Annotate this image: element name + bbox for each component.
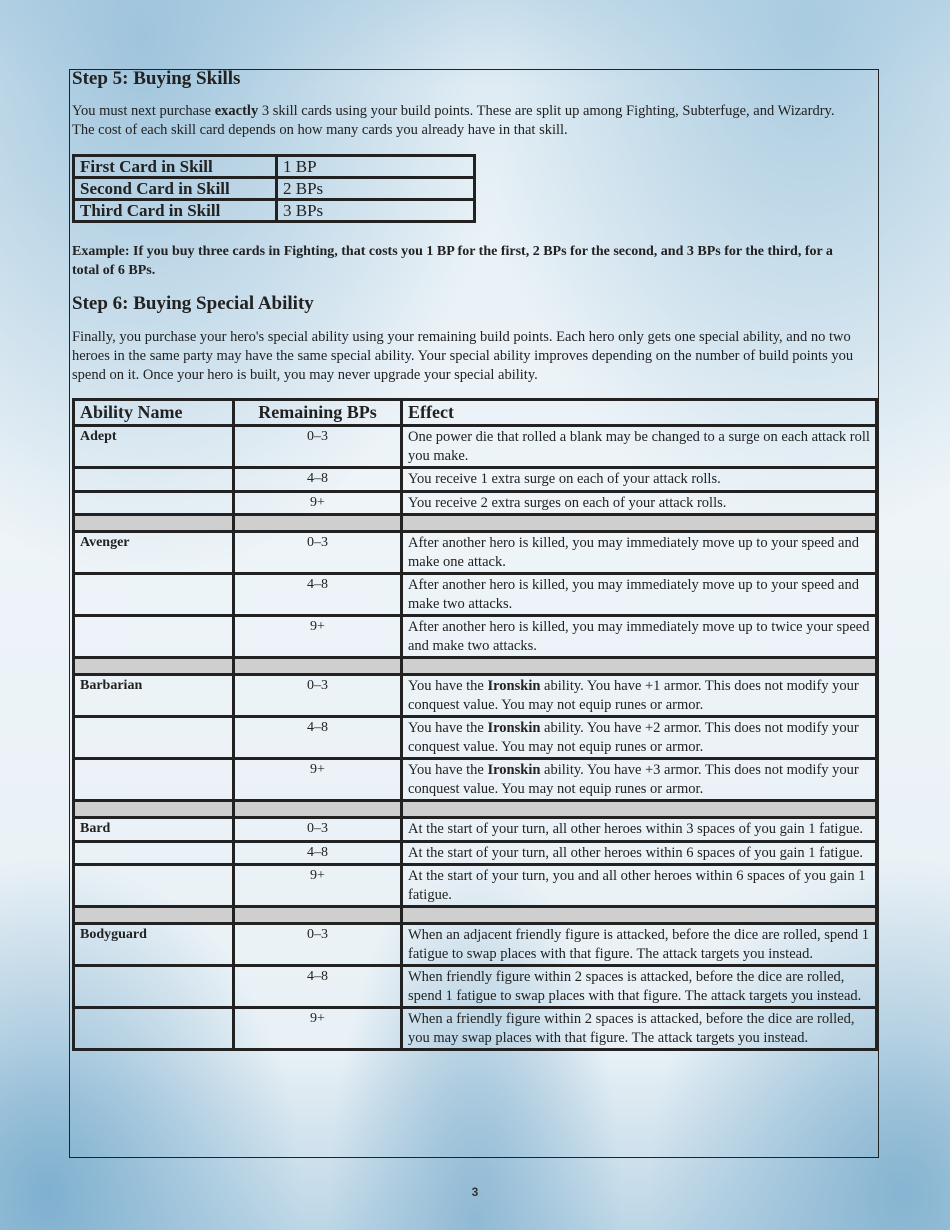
ability-name-cell bbox=[74, 468, 234, 492]
step5-example: Example: If you buy three cards in Fighting, that costs you 1 BP for the first, 2 BPs for the second, and 3 BPs for the third, for a total of 6 BPs. bbox=[72, 244, 833, 278]
remaining-bps-cell: 0–3 bbox=[234, 675, 402, 717]
remaining-bps-cell: 9+ bbox=[234, 616, 402, 658]
effect-cell: At the start of your turn, all other heroes within 6 spaces of you gain 1 fatigue. bbox=[402, 841, 877, 865]
ability-name-cell bbox=[74, 966, 234, 1008]
effect-cell: When a friendly figure within 2 spaces is attacked, before the dice are rolled, you may swap places with that figure. The attack targets you instead. bbox=[402, 1008, 877, 1050]
table-row bbox=[74, 574, 877, 616]
ability-name-cell bbox=[74, 841, 234, 865]
skill-cost-table bbox=[72, 154, 476, 223]
table-row bbox=[74, 966, 877, 1008]
step5-text: You must next purchase exactly 3 skill cards using your build points. These are split up among Fighting, Subterfuge, and Wizardry. The cost of each skill card depends on how many cards you already have in that skill. bbox=[72, 103, 835, 138]
table-row bbox=[74, 717, 877, 759]
table-row bbox=[74, 675, 877, 717]
table-row bbox=[74, 759, 877, 801]
remaining-bps-cell: 4–8 bbox=[234, 841, 402, 865]
ability-name-cell: Bard bbox=[74, 818, 234, 842]
skill-cost-label: First Card in Skill bbox=[74, 156, 277, 178]
remaining-bps-cell: 9+ bbox=[234, 865, 402, 907]
ability-table bbox=[72, 398, 878, 1051]
keyword: Ironskin bbox=[487, 678, 541, 694]
table-row bbox=[74, 468, 877, 492]
effect-cell: One power die that rolled a blank may be changed to a surge on each attack roll you make. bbox=[402, 426, 877, 468]
separator-cell bbox=[234, 658, 402, 675]
ability-name-cell: Barbarian bbox=[74, 675, 234, 717]
separator-row bbox=[74, 515, 877, 532]
remaining-bps-cell: 4–8 bbox=[234, 574, 402, 616]
header-ability-name: Ability Name bbox=[74, 400, 234, 426]
table-row bbox=[74, 200, 475, 222]
effect-cell: When friendly figure within 2 spaces is attacked, before the dice are rolled, spend 1 fatigue to swap places with that figure. The attack targets you instead. bbox=[402, 966, 877, 1008]
table-row bbox=[74, 1008, 877, 1050]
step5-title: Step 5: Buying Skills bbox=[72, 68, 241, 89]
table-row bbox=[74, 426, 877, 468]
effect-cell: You have the Ironskin ability. You have +2 armor. This does not modify your conquest value. You may not equip runes or armor. bbox=[402, 717, 877, 759]
keyword: Ironskin bbox=[487, 762, 541, 778]
separator-cell bbox=[402, 658, 877, 675]
ability-name-cell bbox=[74, 717, 234, 759]
skill-cost-value: 3 BPs bbox=[277, 200, 475, 222]
separator-cell bbox=[74, 801, 234, 818]
ability-name-cell bbox=[74, 491, 234, 515]
remaining-bps-cell: 4–8 bbox=[234, 717, 402, 759]
effect-cell: After another hero is killed, you may immediately move up to your speed and make one attack. bbox=[402, 532, 877, 574]
ability-name-cell bbox=[74, 1008, 234, 1050]
remaining-bps-cell: 9+ bbox=[234, 759, 402, 801]
table-row bbox=[74, 178, 475, 200]
table-row bbox=[74, 818, 877, 842]
separator-cell bbox=[234, 515, 402, 532]
ability-name-cell bbox=[74, 616, 234, 658]
separator-row bbox=[74, 658, 877, 675]
step6-title: Step 6: Buying Special Ability bbox=[72, 293, 314, 314]
keyword: Ironskin bbox=[487, 720, 541, 736]
skill-cost-label: Second Card in Skill bbox=[74, 178, 277, 200]
effect-cell: You receive 2 extra surges on each of your attack rolls. bbox=[402, 491, 877, 515]
remaining-bps-cell: 0–3 bbox=[234, 426, 402, 468]
separator-cell bbox=[74, 515, 234, 532]
effect-cell: After another hero is killed, you may immediately move up to twice your speed and make two attacks. bbox=[402, 616, 877, 658]
remaining-bps-cell: 0–3 bbox=[234, 924, 402, 966]
remaining-bps-cell: 9+ bbox=[234, 491, 402, 515]
header-remaining-bps: Remaining BPs bbox=[234, 400, 402, 426]
separator-cell bbox=[74, 658, 234, 675]
effect-cell: You have the Ironskin ability. You have +1 armor. This does not modify your conquest value. You may not equip runes or armor. bbox=[402, 675, 877, 717]
remaining-bps-cell: 9+ bbox=[234, 1008, 402, 1050]
ability-name-cell bbox=[74, 865, 234, 907]
table-header-row bbox=[74, 400, 877, 426]
table-row bbox=[74, 491, 877, 515]
separator-cell bbox=[74, 907, 234, 924]
effect-cell: At the start of your turn, all other heroes within 3 spaces of you gain 1 fatigue. bbox=[402, 818, 877, 842]
effect-cell: When an adjacent friendly figure is attacked, before the dice are rolled, spend 1 fatigue to swap places with that figure. The attack targets you instead. bbox=[402, 924, 877, 966]
effect-cell: You receive 1 extra surge on each of your attack rolls. bbox=[402, 468, 877, 492]
effect-cell: After another hero is killed, you may immediately move up to your speed and make two attacks. bbox=[402, 574, 877, 616]
separator-cell bbox=[402, 907, 877, 924]
header-effect: Effect bbox=[402, 400, 877, 426]
table-row bbox=[74, 616, 877, 658]
skill-cost-value: 1 BP bbox=[277, 156, 475, 178]
remaining-bps-cell: 0–3 bbox=[234, 818, 402, 842]
table-row bbox=[74, 924, 877, 966]
remaining-bps-cell: 0–3 bbox=[234, 532, 402, 574]
step6-text: Finally, you purchase your hero's special ability using your remaining build points. Each hero only gets one special ability, and no two heroes in the same party may have the same special ability. Your special ability improves depending on the number of build points you spend on it. Once your hero is built, you may never upgrade your special ability. bbox=[72, 329, 854, 383]
effect-cell: You have the Ironskin ability. You have +3 armor. This does not modify your conquest value. You may not equip runes or armor. bbox=[402, 759, 877, 801]
separator-cell bbox=[234, 801, 402, 818]
remaining-bps-cell: 4–8 bbox=[234, 468, 402, 492]
ability-name-cell: Adept bbox=[74, 426, 234, 468]
separator-cell bbox=[402, 515, 877, 532]
ability-table-body bbox=[74, 426, 877, 1050]
skill-cost-value: 2 BPs bbox=[277, 178, 475, 200]
skill-cost-label: Third Card in Skill bbox=[74, 200, 277, 222]
separator-cell bbox=[402, 801, 877, 818]
table-row bbox=[74, 865, 877, 907]
separator-row bbox=[74, 801, 877, 818]
ability-name-cell bbox=[74, 574, 234, 616]
remaining-bps-cell: 4–8 bbox=[234, 966, 402, 1008]
separator-row bbox=[74, 907, 877, 924]
table-row bbox=[74, 156, 475, 178]
ability-name-cell: Bodyguard bbox=[74, 924, 234, 966]
effect-cell: At the start of your turn, you and all other heroes within 6 spaces of you gain 1 fatigue. bbox=[402, 865, 877, 907]
ability-name-cell: Avenger bbox=[74, 532, 234, 574]
ability-name-cell bbox=[74, 759, 234, 801]
page-number: 3 bbox=[471, 1185, 479, 1199]
table-row bbox=[74, 841, 877, 865]
separator-cell bbox=[234, 907, 402, 924]
table-row bbox=[74, 532, 877, 574]
